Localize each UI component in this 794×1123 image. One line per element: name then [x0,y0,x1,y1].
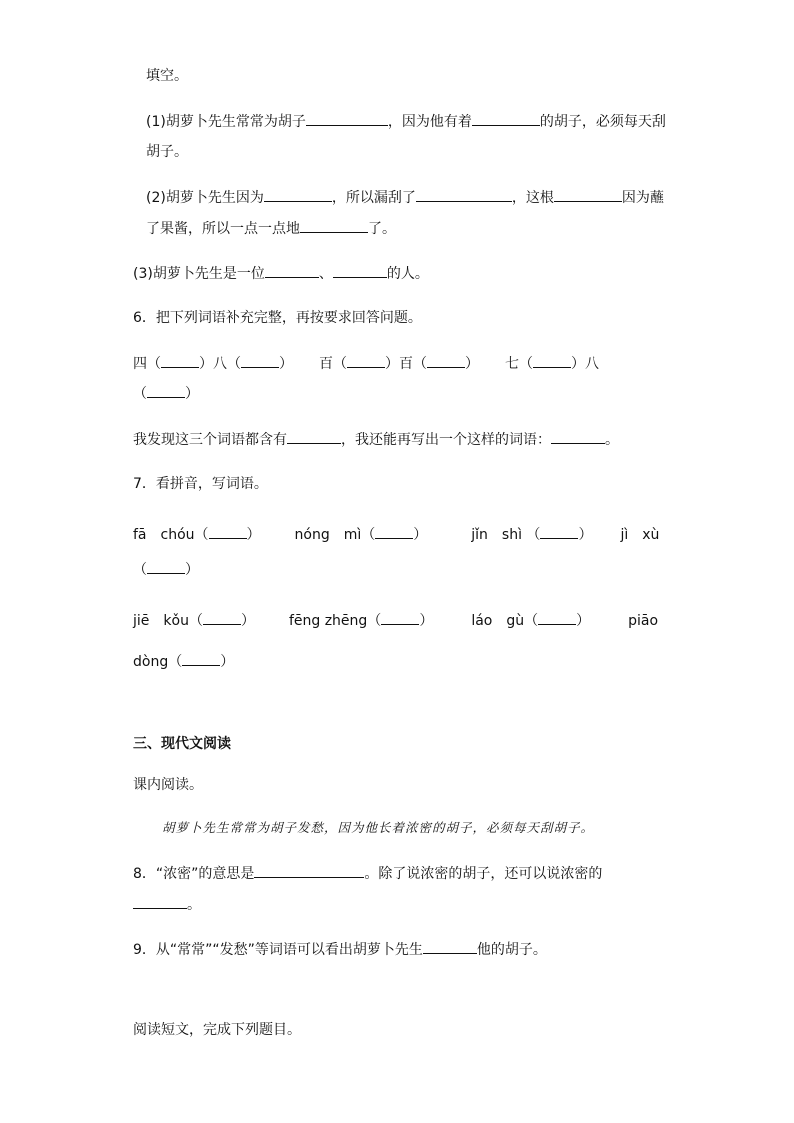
answer-blank[interactable] [306,112,388,126]
pinyin-item: nóng mì（ ） [294,527,428,543]
answer-blank[interactable] [300,219,368,233]
answer-blank[interactable] [241,354,279,368]
fill-in-instruction: 填空。 [146,68,188,84]
answer-blank[interactable] [347,354,385,368]
question-8: 8．“浓密”的意思是 。除了说浓密的胡子，还可以说浓密的 [133,866,603,882]
answer-blank[interactable] [203,611,241,625]
answer-blank[interactable] [333,264,387,278]
answer-blank[interactable] [538,611,576,625]
answer-blank[interactable] [423,940,477,954]
pinyin-item: láo gù（ ） [471,613,591,629]
answer-blank[interactable] [254,864,364,878]
answer-blank[interactable] [540,525,578,539]
answer-blank[interactable] [472,112,540,126]
question-5-1: (1)胡萝卜先生常常为胡子 ，因为他有着 的胡子，必须每天刮 [146,114,666,130]
answer-blank[interactable] [147,560,185,574]
answer-blank[interactable] [381,611,419,625]
pinyin-item: piāo [628,613,659,629]
pinyin-row-1-cont: （ ） [133,562,199,578]
pinyin-item: fā chóu（ ） [133,527,261,543]
question-5-1-cont: 胡子。 [146,144,188,160]
answer-blank[interactable] [375,525,413,539]
answer-blank[interactable] [427,354,465,368]
idiom-3: 七（ ）八 [505,356,599,372]
question-6-title: 6．把下列词语补充完整，再按要求回答问题。 [133,310,422,326]
section-heading: 三、现代文阅读 [133,736,231,752]
answer-blank[interactable] [265,264,319,278]
question-7-title: 7．看拼音，写词语。 [133,476,268,492]
answer-blank[interactable] [554,188,622,202]
answer-blank[interactable] [287,430,341,444]
reading-passage: 胡萝卜先生常常为胡子发愁，因为他长着浓密的胡子，必须每天刮胡子。 [162,820,595,835]
answer-blank[interactable] [161,354,199,368]
answer-blank[interactable] [182,652,220,666]
answer-blank[interactable] [264,188,332,202]
pinyin-item: jǐn shì （ ） [471,527,593,543]
idiom-row [133,354,599,373]
answer-blank[interactable] [133,895,187,909]
next-reading-intro: 阅读短文，完成下列题目。 [133,1022,301,1038]
pinyin-row-2 [133,611,658,630]
question-5-3: (3)胡萝卜先生是一位 、 的人。 [133,266,429,282]
reading-intro: 课内阅读。 [133,777,203,793]
pinyin-item: jì xù [620,527,660,543]
answer-blank[interactable] [147,384,185,398]
pinyin-item: jiē kǒu（ ） [133,613,255,629]
answer-blank[interactable] [209,525,247,539]
pinyin-row-2-cont: dòng（ ） [133,654,235,670]
question-5-2-cont: 了果酱，所以一点一点地 了。 [146,221,396,237]
pinyin-item: fēng zhēng（ ） [288,613,434,629]
answer-blank[interactable] [551,430,605,444]
discovery-question: 我发现这三个词语都含有 ，我还能再写出一个这样的词语： 。 [133,432,619,448]
idiom-row-cont: （ ） [133,386,199,402]
answer-blank[interactable] [533,354,571,368]
idiom-2: 百（ ）百（ ） [319,356,479,372]
answer-blank[interactable] [416,188,512,202]
idiom-1: 四（ ）八（ ） [133,356,293,372]
question-9: 9．从“常常”“发愁”等词语可以看出胡萝卜先生 他的胡子。 [133,942,547,958]
pinyin-row-1 [133,525,659,544]
question-5-2: (2)胡萝卜先生因为 ，所以漏刮了 ，这根 因为蘸 [146,190,664,206]
question-8-cont: 。 [133,895,201,914]
